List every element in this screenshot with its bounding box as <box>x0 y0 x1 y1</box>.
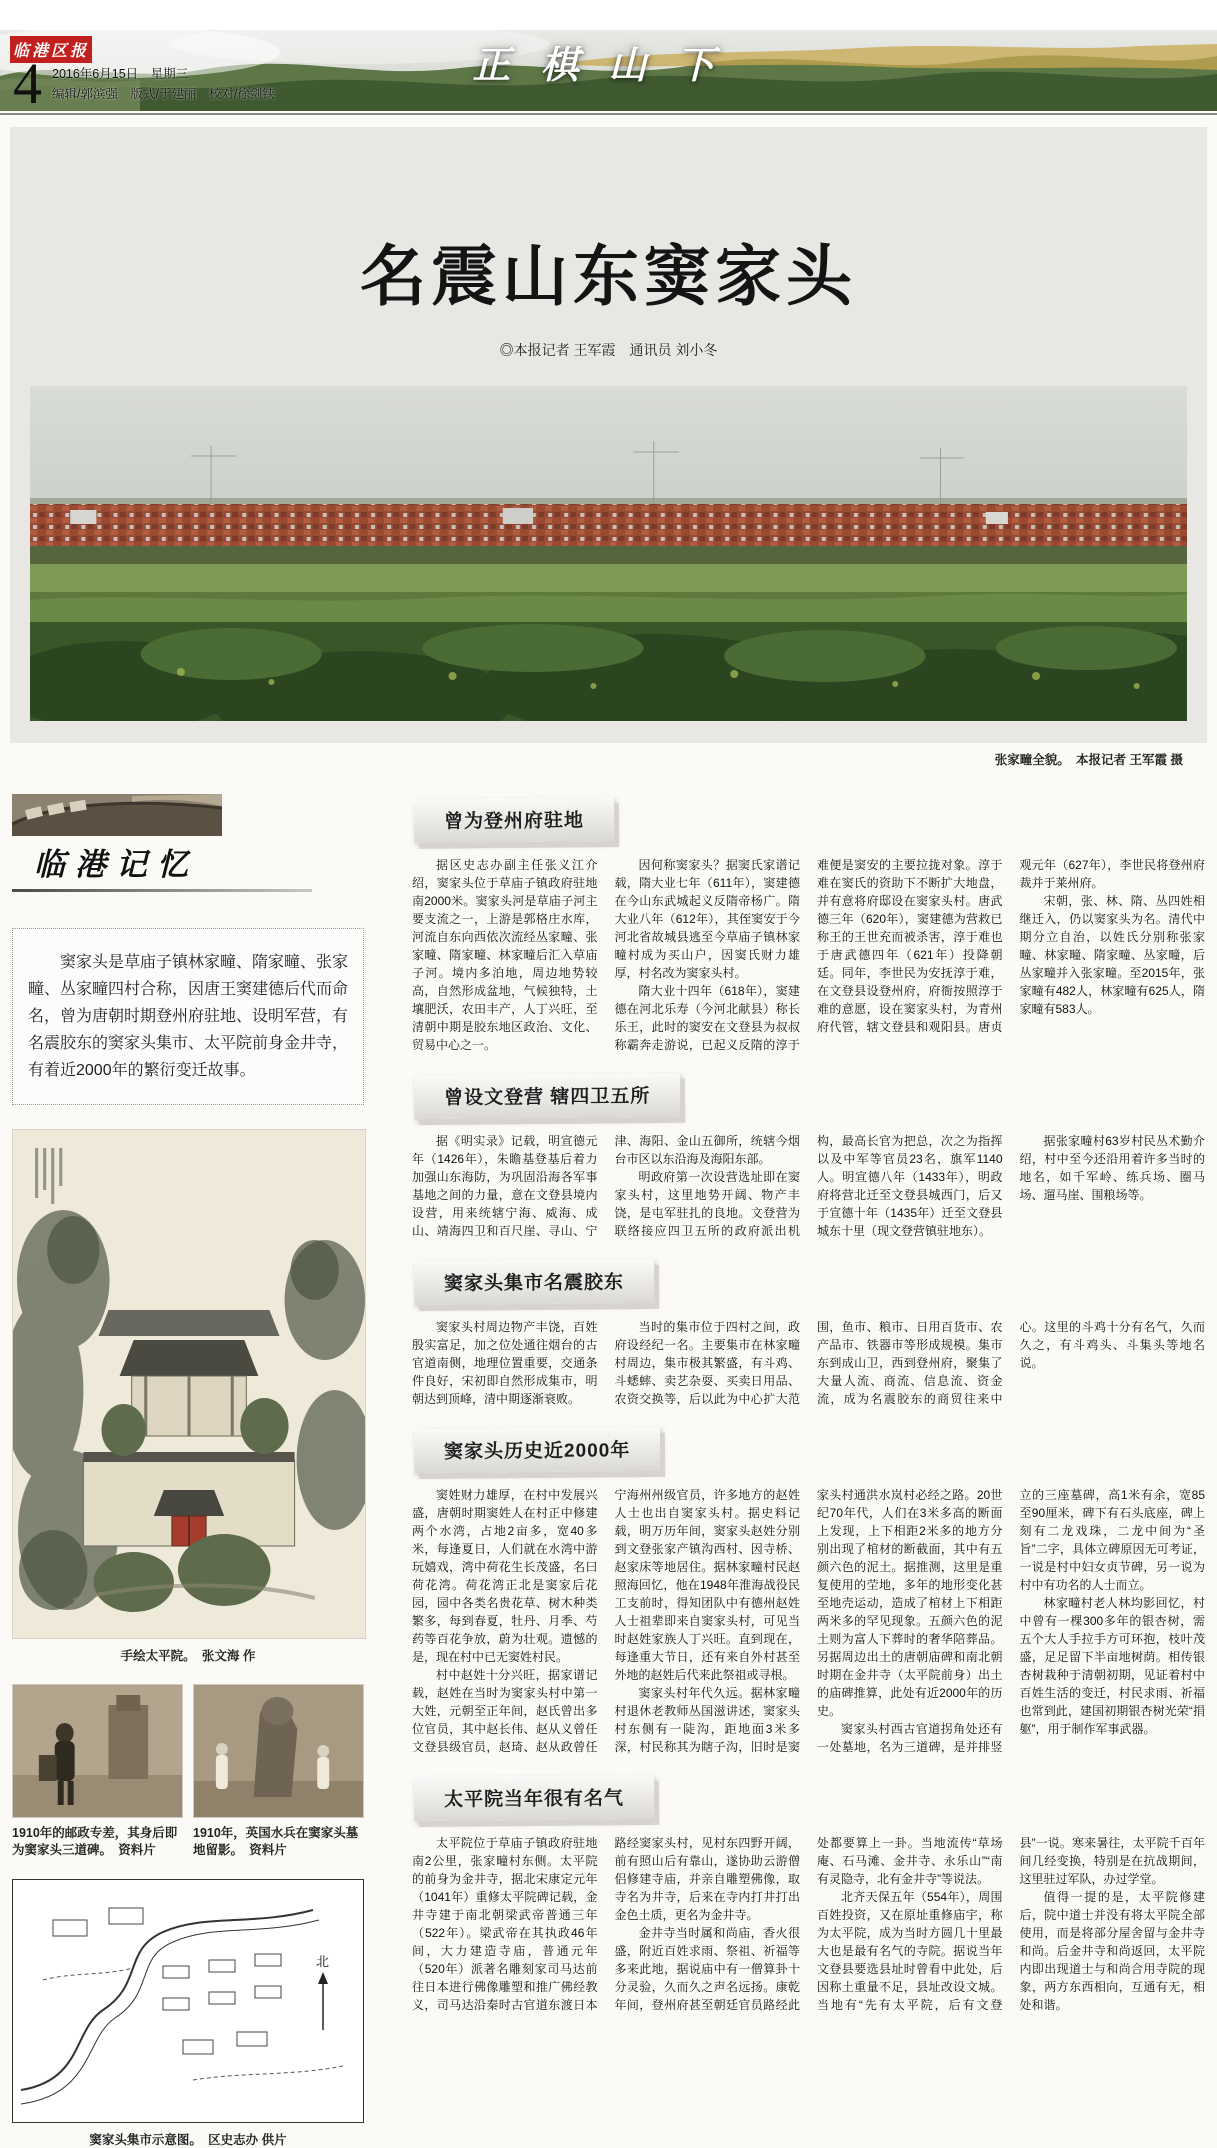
sailors-photo-caption: 1910年，英国水兵在窦家头墓地留影。 资料片 <box>193 1826 359 1857</box>
article-paragraph: 据张家疃村63岁村民丛术勤介绍，村中至今还沿用着许多当时的地名，如千军岭、练兵场、圈马场、遛马崖、围粮场等。 <box>1019 1134 1205 1202</box>
section-header <box>414 797 614 843</box>
section-title: 曾为登州府驻地 <box>443 810 585 833</box>
section-title: 窦家头集市名震胶东 <box>443 1272 625 1295</box>
map-north-label: 北 <box>316 1954 330 1969</box>
market-map-graphic <box>13 1880 363 2122</box>
article-paragraph: 林家疃村老人林均影回忆，村中曾有一棵300多年的银杏树，需五个大人手拉手方可环抱，枝叶茂盛，足足留下半亩地树荫。相传银杏树栽种于清朝初期，见证着村中百姓生活的变迁，村民求雨、祈福也常到此，建国初期银杏树光荣“捐躯”，用于制作军事武器。 <box>1019 1596 1205 1736</box>
article-paragraph: 窦家头村西古官道拐角处还有一处墓地，名为三道碑，是并排竖立的三座墓碑，高1米有余，宽85至90厘米，碑下有石头底座，碑上刻有二龙戏珠，二龙中间为“圣旨”二字，具体立碑原因无可考证，一说是村中妇女贞节碑，另一说为村中有功名的人士而立。 <box>817 1488 1205 1754</box>
article-section <box>412 1074 1205 1240</box>
article-paragraph: 太平院位于草庙子镇政府驻地南2公里，张家疃村东侧。太平院的前身为金井寺，据北宋康定元年（1041年）重修太平院碑记载，金井寺建于南北朝梁武帝普通三年（522年）。梁武帝在其执政46年间，大力建造寺庙，普通元年（520年）派著名雕刻家司马达前往日本进行佛像雕塑和推广佛经教义，司马达沿秦时古官道东渡日本路经窦家头村，见村东四野开阔，前有照山后有靠山，遂协助云游僧侣修建寺庙，并亲自雕塑佛像，取寺名为井寺，后来在寺内打井打出金色土质，更名为金井寺。 <box>412 1836 800 2012</box>
byline: ◎本报记者 王军霞 通讯员 刘小冬 <box>499 342 718 358</box>
lead-photo-caption: 张家疃全貌。 本报记者 王军霞 摄 <box>994 753 1183 767</box>
intro-box <box>12 928 364 1105</box>
sailors-photo-graphic <box>194 1685 363 1817</box>
column-logo-title: 临港记忆 <box>34 847 198 882</box>
date-block <box>52 64 275 104</box>
section-header <box>414 1073 681 1119</box>
masthead <box>0 0 1217 115</box>
article-paragraph: 明政府第一次设营选址即在窦家头村，这里地势开阔、物产丰饶，是屯军驻扎的良地。文登营为联络接应四卫五所的政府派出机构，最高长官为把总，次之为指挥以及中军等官员23名，旗军1140人。明宣德八年（1433年），明政府将营北迁至文登县城西门，后又于宣德十年（1435年）迁至文登县城东十里（现文登营镇驻地东）。 <box>614 1134 1003 1238</box>
village-panorama-photo <box>30 386 1187 721</box>
article-paragraph: 据《明实录》记载，明宣德元年（1426年），朱瞻基登基后着力加强山东海防，为巩固沿海各军事基地之间的力量，意在文登县境内设营，用来统辖宁海、威海、成山、靖海四卫和百尺崖、寻山、宁津、海阳、金山五御所，统辖今烟台市区以东沿海及海阳东部。 <box>412 1134 800 1238</box>
intro-text: 窦家头是草庙子镇林家疃、隋家疃、张家疃、丛家疃四村合称，因唐王窦建德后代而命名，曾为唐朝时期登州府驻地、设明军营，有名震胶东的窦家头集市、太平院前身金井寺，有着近2000年的繁衍变迁故事。 <box>28 954 349 1079</box>
sailors-photo <box>193 1684 364 1818</box>
section-header <box>414 1259 654 1305</box>
temple-painting <box>12 1129 366 1639</box>
postman-photo-graphic <box>13 1685 182 1817</box>
section-body <box>412 856 1205 1054</box>
section-header <box>414 1427 661 1473</box>
article-paragraph: 窦家头村年代久远。据林家疃村退休老教师丛国滋讲述，窦家头村东侧有一陡沟，距地面3米多深，村民称其为瞎子沟，旧时是窦家头村通洪水岚村必经之路。20世纪70年代，人们在3米多高的断面上发现，上下相距2米多的地方分别出现了棺材的断截面，其中有五颜六色的泥土。据推测，这里是重复使用的茔地，多年的地形变化甚至地壳运动，造成了棺材上下相距两米多的罕见现象。五颜六色的泥土则为富人下葬时的奢华陪葬品。另据周边出土的唐朝庙碑和南北朝时期在金井寺（太平院前身）出土的庙碑推算，此处有近2000年的历史。 <box>614 1488 1003 1754</box>
article-paragraph: 窦姓财力雄厚，在村中发展兴盛，唐朝时期窦姓人在村正中修建两个水湾，占地2亩多，宽40多米，每逢夏日，人们就在水湾中游玩嬉戏，湾中荷花生长茂盛，名曰荷花湾。荷花湾正北是窦家后花园，园中各类名贵花草、树木种类繁多，每到春夏，牡丹、月季、芍药等百花争放，蔚为壮观。遗憾的是，现在村中已无窦姓村民。 <box>412 1488 598 1664</box>
sidebar-column <box>12 794 364 2148</box>
roof-sepia-graphic <box>12 794 222 836</box>
article-paragraph: 金井寺当时属和尚庙，香火很盛，附近百姓求雨、祭祖、祈福等多来此地，据说庙中有一僧算卦十分灵验，久而久之声名远扬。康乾年间，登州府甚至朝廷官员路经此处都要算上一卦。当地流传“草场庵、石马滩、金井寺、永乐山”“南有灵隐寺，北有金井寺”等说法。 <box>614 1836 1003 2012</box>
postman-photo-caption: 1910年的邮政专差，其身后即为窦家头三道碑。 资料片 <box>12 1826 178 1857</box>
market-map <box>12 1879 364 2123</box>
section-title: 窦家头历史近2000年 <box>443 1440 631 1463</box>
article-paragraph: 隋大业十四年（618年），窦建德在河北乐寿（今河北献县）称长乐王，此时的窦安在文登县为叔叔称霸奔走游说，已起义反隋的淳于难便是窦安的主要拉拢对象。淳于难在窦氏的资助下不断扩大地盘，并有意将府邸设在窦家头村。唐武德三年（620年），窦建德为营救已称王的王世充而被杀害，淳于难也于唐武德四年（621年）投降朝廷。同年，李世民为安抚淳于难，在文登县设登州府，府衙按照淳于难的意愿，设在窦家头村，为青州府代管，辖文登县和观阳县。唐贞观元年（627年），李世民将登州府裁并于莱州府。 <box>614 858 1205 1052</box>
page-body <box>12 794 1205 2148</box>
painting-caption: 手绘太平院。 张文海 作 <box>120 1649 256 1663</box>
article-paragraph: 村中赵姓十分兴旺，据家谱记载，赵姓在当时为窦家头村中第一大姓，元朝至正年间，赵氏曾出多位官员，其中赵长伟、赵从义曾任文登县级官员，赵琦、赵从政曾任宁海州州级官员，许多地方的赵姓人士也出自窦家头村。据史料记载，明万历年间，窦家头赵姓分别到文登张家产镇沟西村、因寺桥、赵家床等地居住。据林家疃村民赵照海回忆，他在1948年淮海战役民工支前时，得知团队中有德州赵姓人士祖辈即来自窦家头村，可见当时赵姓家族人丁兴旺。直到现在，每逢重大节日，还有来自外村甚至外地的赵姓后代来此祭祖或寻根。 <box>412 1488 800 1754</box>
section-body <box>412 1486 1205 1756</box>
column-logo-photo <box>12 794 222 836</box>
section-body <box>412 1834 1205 2014</box>
article-section <box>412 1776 1205 2014</box>
main-headline: 名震山东窦家头 <box>360 241 857 314</box>
article-paragraph: 值得一提的是，太平院修建后，院中道士并没有将太平院全部使用，而是将部分屋舍留与金井寺和尚。后金井寺和尚返回，太平院内即出现道士与和尚合用寺院的现象，两方东西相向，互通有无，相处和谐。 <box>1019 1890 1205 2012</box>
column-logo-rule <box>12 889 312 892</box>
article-section <box>412 1428 1205 1756</box>
article-paragraph: 北齐天保五年（554年），周围百姓投资，又在原址重修庙宇，称为太平院，成为当时方圆几十里最大也是最有名气的寺院。据说当年文登县要选县址时曾看中此处，后因称土重量不足，县址改设文城。当地有“先有太平院，后有文登县”一说。寒来暑往，太平院千百年间几经变换，特别是在抗战期间，这里驻过军队，办过学堂。 <box>817 1836 1205 2012</box>
historic-photos <box>12 1684 364 1818</box>
article-paragraph: 当时的集市位于四村之间，政府设经纪一名。主要集市在林家疃村周边，集市极其繁盛，有斗鸡、斗蟋蟀、卖艺杂耍、买卖日用品、农资交换等，后以此为中心扩大范围，鱼市、粮市、日用百货市、农产品市、铁器市等形成规模。集市东到成山卫，西到登州府，聚集了大量人流、商流、信息流、资金流，成为名震胶东的商贸往来中心。这里的斗鸡十分有名气，久而久之，有斗鸡头、斗集头等地名说。 <box>614 1320 1205 1406</box>
page-number: 4 <box>13 51 42 116</box>
village-panorama-graphic <box>30 386 1187 721</box>
date-line: 2016年6月15日 星期三 <box>52 67 189 81</box>
section-title: 太平院当年很有名气 <box>443 1788 625 1811</box>
lead-panel <box>10 127 1207 743</box>
historic-photo-captions <box>12 1818 364 1859</box>
section-title: 曾设文登营 辖四卫五所 <box>443 1086 651 1109</box>
section-body <box>412 1318 1205 1408</box>
postman-photo <box>12 1684 183 1818</box>
article-section <box>412 1260 1205 1408</box>
article-paragraph: 窦家头村周边物产丰饶，百姓殷实富足，加之位处通往烟台的古官道南侧，地理位置重要，交通条件良好，宋初即自然形成集市，明朝达到顶峰，清中期逐渐衰败。 <box>412 1320 598 1406</box>
section-body <box>412 1132 1205 1240</box>
article-sections <box>412 794 1205 2148</box>
section-header <box>414 1775 654 1821</box>
newspaper-logo: 临港区报 <box>10 36 92 63</box>
temple-painting-graphic <box>13 1130 365 1638</box>
map-caption: 窦家头集市示意图。 区史志办 供片 <box>89 2133 287 2147</box>
staff-line: 编辑/郭滨强 版式/于建丽 校对/徐剑铗 <box>52 87 275 101</box>
article-section <box>412 798 1205 1054</box>
article-paragraph: 据区史志办副主任张义江介绍，窦家头位于草庙子镇政府驻地南2000米。窦家头河是草庙子河主要支流之一，上游是郭格庄水库，河流自东向西依次流经丛家疃、张家疃、隋家疃、林家疃后汇入草庙子河。境内多泊地，周边地势较高，自然形成盆地，气候独特，土壤肥沃，农田丰产，人丁兴旺，至清朝中期是胶东地区政治、文化、贸易中心之一。 <box>412 858 598 1052</box>
banner-title: 正棋山下 <box>472 45 745 87</box>
article-paragraph: 宋朝，张、林、隋、丛四姓相继迁入，仍以窦家头为名。清代中期分立自治，以姓氏分别称张家疃、林家疃、隋家疃、丛家疃，后丛家疃并入张家疃。至2015年，张家疃有482人，林家疃有625人，隋家疃有583人。 <box>1019 894 1205 1016</box>
article-paragraph: 因何称窦家头？据窦氏家谱记载，隋大业七年（611年），窦建德在今山东武城起义反隋帝杨广。隋大业八年（612年），其侄窦安于今河北省故城县逃至今草庙子镇林家疃村成为买山户，因窦氏财力雄厚，村名改为窦家头村。 <box>614 858 800 980</box>
